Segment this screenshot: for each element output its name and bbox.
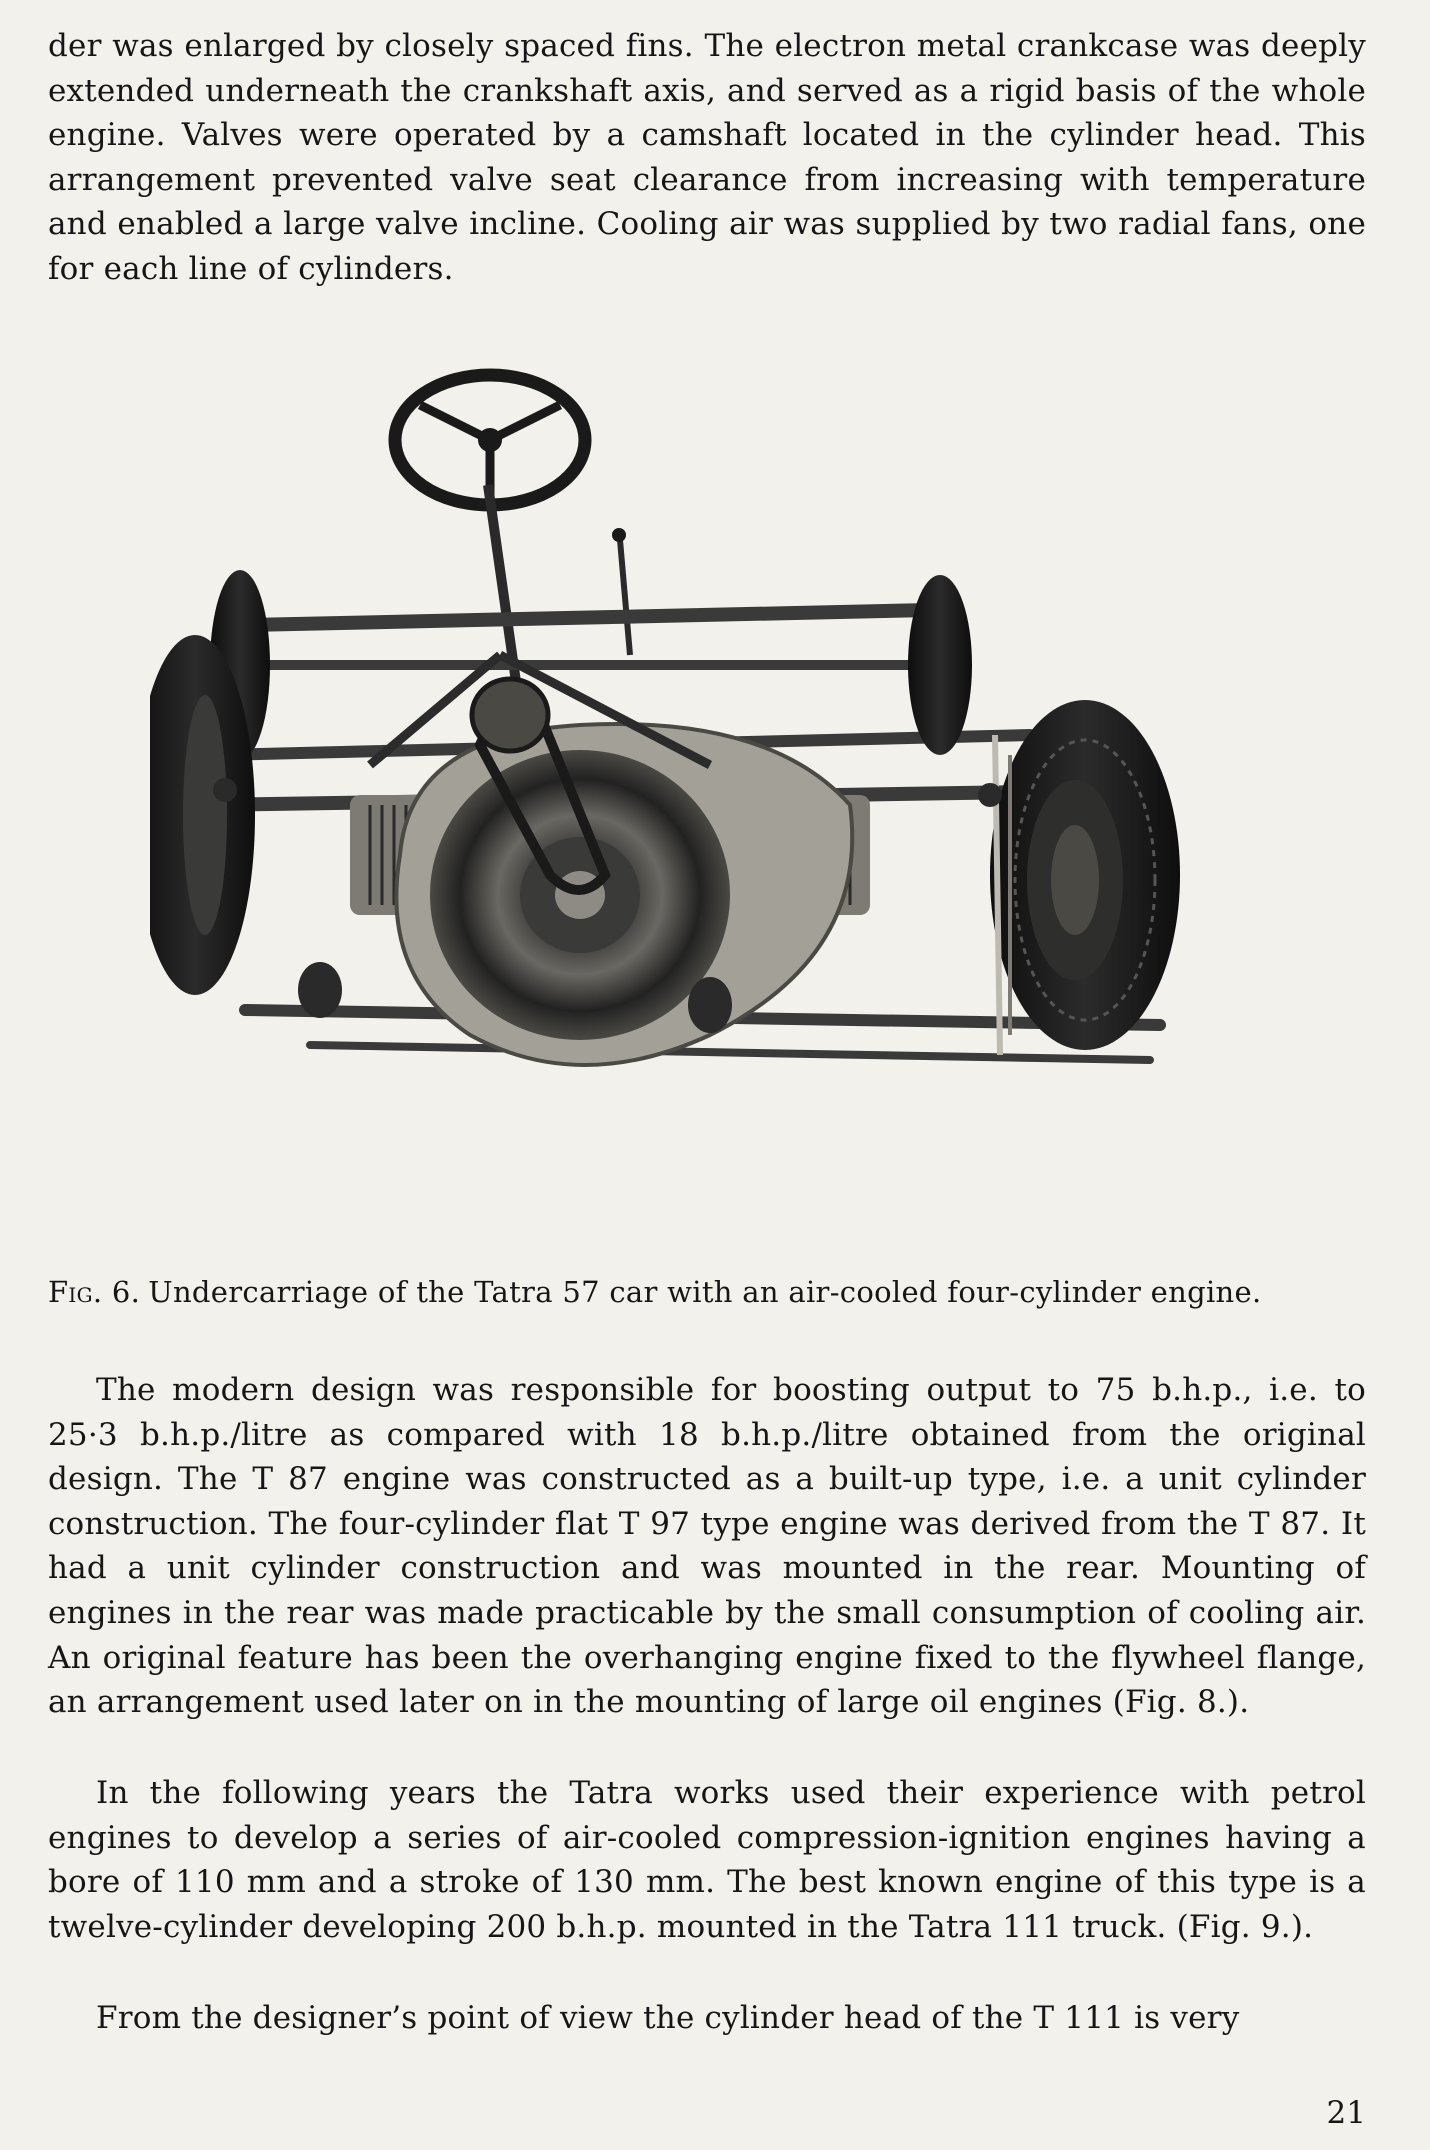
paragraph-1: der was enlarged by closely spaced fins. The electron metal crankcase was deeply extended underneath the crankshaft axis, and served as a rigid basis of the whole engine. Valves were operated by a camshaft located in the cylinder head. This arrangement prevented valve seat clearance from increasing with temperature and enabled a large valve incline. Cooling air was supplied by two radial fans, one for each line of cylinders. (48, 28, 1366, 287)
figure-photo (150, 335, 1280, 1235)
paragraph-3: In the following years the Tatra works used their experience with petrol engines to develop a series of air-cooled compression-ignition engines having a bore of 110 mm and a stroke of 130 mm. The best known engine of this type is a twelve-cylinder developing 200 b.h.p. mounted in the Tatra 111 truck. (Fig. 9.). (48, 1775, 1366, 1945)
page-number: 21 (1326, 2095, 1366, 2131)
chassis-photo (150, 335, 1280, 1235)
figure-caption-text: Undercarriage of the Tatra 57 car with an air-cooled four-cylinder engine. (148, 1275, 1262, 1309)
paragraph-4: From the designer’s point of view the cylinder head of the T 111 is very (96, 2000, 1240, 2036)
figure-caption (48, 1272, 1366, 1312)
engine-block (350, 655, 870, 1065)
figure-label: Fig. 6. (48, 1275, 141, 1309)
paragraph-2: The modern design was responsible for boosting output to 75 b.h.p., i.e. to 25·3 b.h.p./litre as compared with 18 b.h.p./litre obtained from the original design. The T 87 engine was constructed as a built-up type, i.e. a unit cylinder construction. The four-cylinder flat T 97 type engine was derived from the T 87. It had a unit cylinder construction and was mounted in the rear. Mounting of engines in the rear was made practicable by the small consumption of cooling air. An original feature has been the overhanging engine fixed to the flywheel flange, an arrangement used later on in the mounting of large oil engines (Fig. 8.). (48, 1372, 1366, 1721)
gear-lever (620, 540, 630, 655)
rear-right-wheel (908, 575, 972, 755)
front-right-wheel (990, 700, 1180, 1055)
